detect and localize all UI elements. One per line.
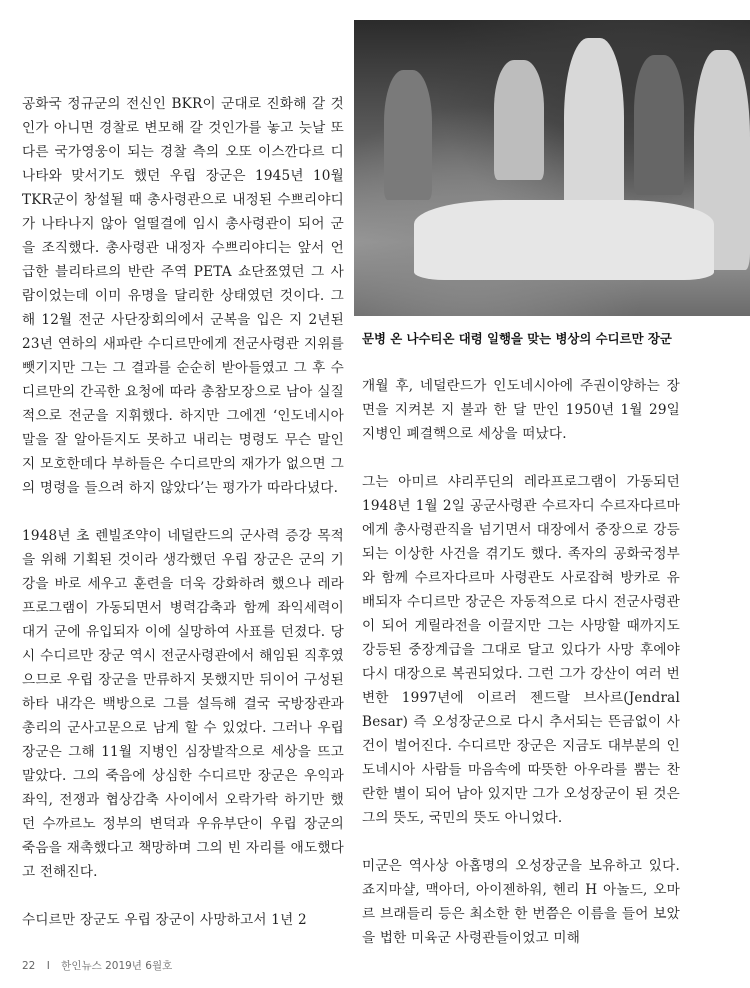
page-footer <box>22 958 180 973</box>
paragraph: 그는 아미르 샤리푸딘의 레라프로그램이 가동되던 1948년 1월 2일 공군사령관 수르자디 수르자다르마에게 총사령관직을 넘기면서 대장에서 중장으로 강등되는 이상한 사건을 겪기도 했다. 족자의 공화국정부와 함께 수르자다르마 사령관도 사로잡혀 방카로 유배되자 수디르만 장군은 자동적으로 다시 전군사령관이 되어 게릴라전을 이끌지만 그는 사망할 때까지도 강등된 중장계급을 그대로 달고 있다가 사망 후에야 다시 대장으로 복권되었다. 그런 그가 강산이 여러 번 변한 1997년에 이르러 젠드랄 브사르(Jendral Besar) 즉 오성장군으로 다시 추서되는 뜬금없이 사건이 벌어진다. 수디르만 장군은 지금도 대부분의 인도네시아 사람들 마음속에 따뜻한 아우라를 뿜는 찬란한 별이 되어 남아 있지만 그가 오성장군이 된 것은 그의 뜻도, 국민의 뜻도 아니었다. <box>362 474 680 826</box>
right-column <box>362 374 680 950</box>
paragraph: 수디르만 장군도 우립 장군이 사망하고서 1년 2 <box>22 912 307 928</box>
historical-photo <box>354 20 750 316</box>
paragraph: 미군은 역사상 아홉명의 오성장군을 보유하고 있다. 죠지마샬, 맥아더, 아이젠하워, 헨리 H 아놀드, 오마르 브래들리 등은 최소한 한 번쯤은 이름을 들어 보았을 법한 미육군 사령관들이었고 미해 <box>362 858 680 946</box>
paragraph: 개월 후, 네덜란드가 인도네시아에 주권이양하는 장면을 지켜본 지 불과 한 달 만인 1950년 1월 29일 지병인 폐결핵으로 세상을 떠났다. <box>362 378 680 442</box>
photo-figure <box>384 70 432 200</box>
photo-patient-bed <box>414 200 714 280</box>
left-column <box>22 92 344 932</box>
page-number: 22 <box>22 960 36 972</box>
photo-figure <box>634 55 684 195</box>
footer-separator: I <box>46 960 50 972</box>
paragraph: 1948년 초 렌빌조약이 네덜란드의 군사력 증강 목적을 위해 기획된 것이라 생각했던 우립 장군은 군의 기강을 바로 세우고 훈련을 더욱 강화하려 했으나 레라프로그램이 가동되면서 병력감축과 함께 좌익세력이 대거 군에 유입되자 이에 실망하여 사표를 던졌다. 당시 수디르만 장군 역시 전군사령관에서 해임된 직후였으므로 우립 장군을 만류하지 못했지만 뒤이어 구성된 하타 내각은 백방으로 그를 설득해 결국 국방장관과 총리의 군사고문으로 남게 할 수 있었다. 그러나 우립 장군은 그해 11월 지병인 심장발작으로 세상을 뜨고 말았다. 그의 죽음에 상심한 수디르만 장군은 우익과 좌익, 전쟁과 협상감축 사이에서 오락가락 하기만 했던 수까르노 정부의 변덕과 우유부단이 우립 장군의 죽음을 재촉했다고 책망하며 그의 빈 자리를 애도했다고 전해진다. <box>22 528 344 880</box>
paragraph: 공화국 정규군의 전신인 BKR이 군대로 진화해 갈 것인가 아니면 경찰로 변모해 갈 것인가를 놓고 늣날 또 다른 국가영웅이 되는 경찰 측의 오또 이스깐다르 디나타와 맞서기도 했던 우립 장군은 1945년 10월 TKR군이 창설될 때 총사령관으로 내정된 수쁘리야디가 나타나지 않아 얼떨결에 임시 총사령관이 되어 군을 조직했다. 총사령관 내정자 수쁘리야디는 앞서 언급한 블리타르의 반란 주역 PETA 쇼단쬬였던 그 사람이었는데 이미 유명을 달리한 상태였던 것이다. 그해 12월 전군 사단장회의에서 군복을 입은 지 2년된 23년 연하의 새파란 수디르만에게 전군사령관 지위를 뺏기지만 그는 그 결과를 순순히 받아들였고 그 후 수디르만의 간곡한 요청에 따라 총참모장으로 남아 실질적으로 전군을 지휘했다. 하지만 그에겐 ‘인도네시아말을 잘 알아듣지도 못하고 내리는 명령도 무슨 말인지 모호한데다 부하들은 수디르만의 재가가 없으면 그의 명령을 들으려 하지 않았다’는 평가가 따라다녔다. <box>22 96 344 496</box>
photo-caption: 문병 온 나수티온 대령 일행을 맞는 병상의 수디르만 장군 <box>362 331 672 346</box>
publication-info: 한인뉴스 2019년 6월호 <box>61 960 173 972</box>
photo-figure <box>494 60 544 180</box>
